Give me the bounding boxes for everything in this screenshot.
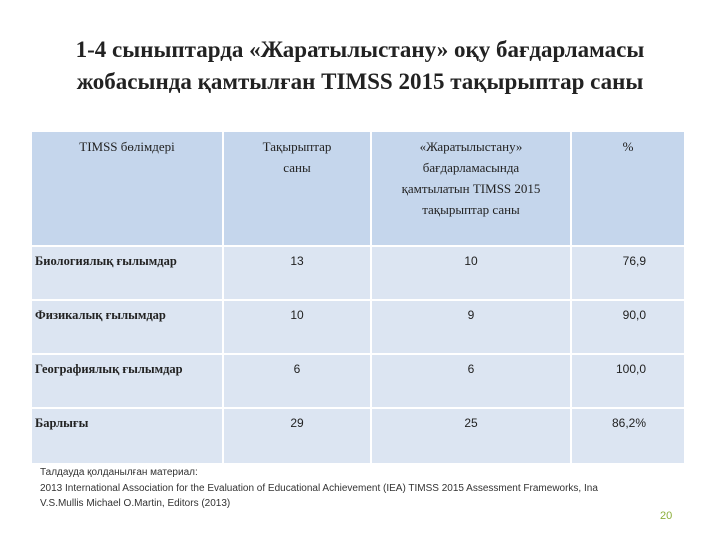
header-text: тақырыптар саны bbox=[422, 202, 520, 217]
title-line-1: 1-4 сыныптарда «Жаратылыстану» оқу бағдарламасы bbox=[75, 37, 645, 62]
slide-title bbox=[20, 34, 700, 98]
cell-percent: 100,0 bbox=[571, 354, 685, 408]
table-row bbox=[31, 354, 685, 408]
header-text: қамтылатын TIMSS 2015 bbox=[401, 181, 541, 196]
title-line-2: жобасында қамтылған TIMSS 2015 тақырыптар саны bbox=[76, 69, 644, 94]
cell-covered: 6 bbox=[371, 354, 571, 408]
cell-domain: Физикалық ғылымдар bbox=[31, 300, 223, 354]
header-text: бағдарламасында bbox=[422, 160, 520, 175]
header-text: саны bbox=[283, 160, 311, 175]
footnote-line: V.S.Mullis Michael O.Martin, Editors (2013) bbox=[40, 498, 231, 509]
table-header-row bbox=[31, 131, 685, 246]
table-row bbox=[31, 300, 685, 354]
table-row-total bbox=[31, 408, 685, 464]
header-text: TIMSS бөлімдері bbox=[79, 139, 175, 154]
page-number: 20 bbox=[660, 510, 673, 522]
header-timss-sections bbox=[31, 131, 223, 246]
cell-covered: 9 bbox=[371, 300, 571, 354]
cell-percent: 90,0 bbox=[571, 300, 685, 354]
cell-percent: 76,9 bbox=[571, 246, 685, 300]
header-text: «Жаратылыстану» bbox=[419, 139, 523, 154]
header-covered-topics bbox=[371, 131, 571, 246]
header-text: Тақырыптар bbox=[262, 139, 332, 154]
source-footnote bbox=[40, 465, 680, 512]
footnote-line: 2013 International Association for the Evaluation of Educational Achievement (IEA) TIMSS 2015 Assessment Frameworks, Ina bbox=[40, 482, 598, 494]
header-topic-count bbox=[223, 131, 371, 246]
cell-domain: Географиялық ғылымдар bbox=[31, 354, 223, 408]
cell-covered: 10 bbox=[371, 246, 571, 300]
cell-topics: 29 bbox=[223, 408, 371, 464]
cell-percent: 86,2% bbox=[571, 408, 685, 464]
footnote-line: Талдауда қолданылған материал: bbox=[40, 467, 198, 478]
table-row bbox=[31, 246, 685, 300]
cell-topics: 13 bbox=[223, 246, 371, 300]
cell-domain: Биологиялық ғылымдар bbox=[31, 246, 223, 300]
header-percent bbox=[571, 131, 685, 246]
cell-domain: Барлығы bbox=[31, 408, 223, 464]
cell-topics: 10 bbox=[223, 300, 371, 354]
cell-covered: 25 bbox=[371, 408, 571, 464]
timss-topics-table bbox=[30, 130, 686, 465]
header-text: % bbox=[622, 139, 634, 154]
cell-topics: 6 bbox=[223, 354, 371, 408]
